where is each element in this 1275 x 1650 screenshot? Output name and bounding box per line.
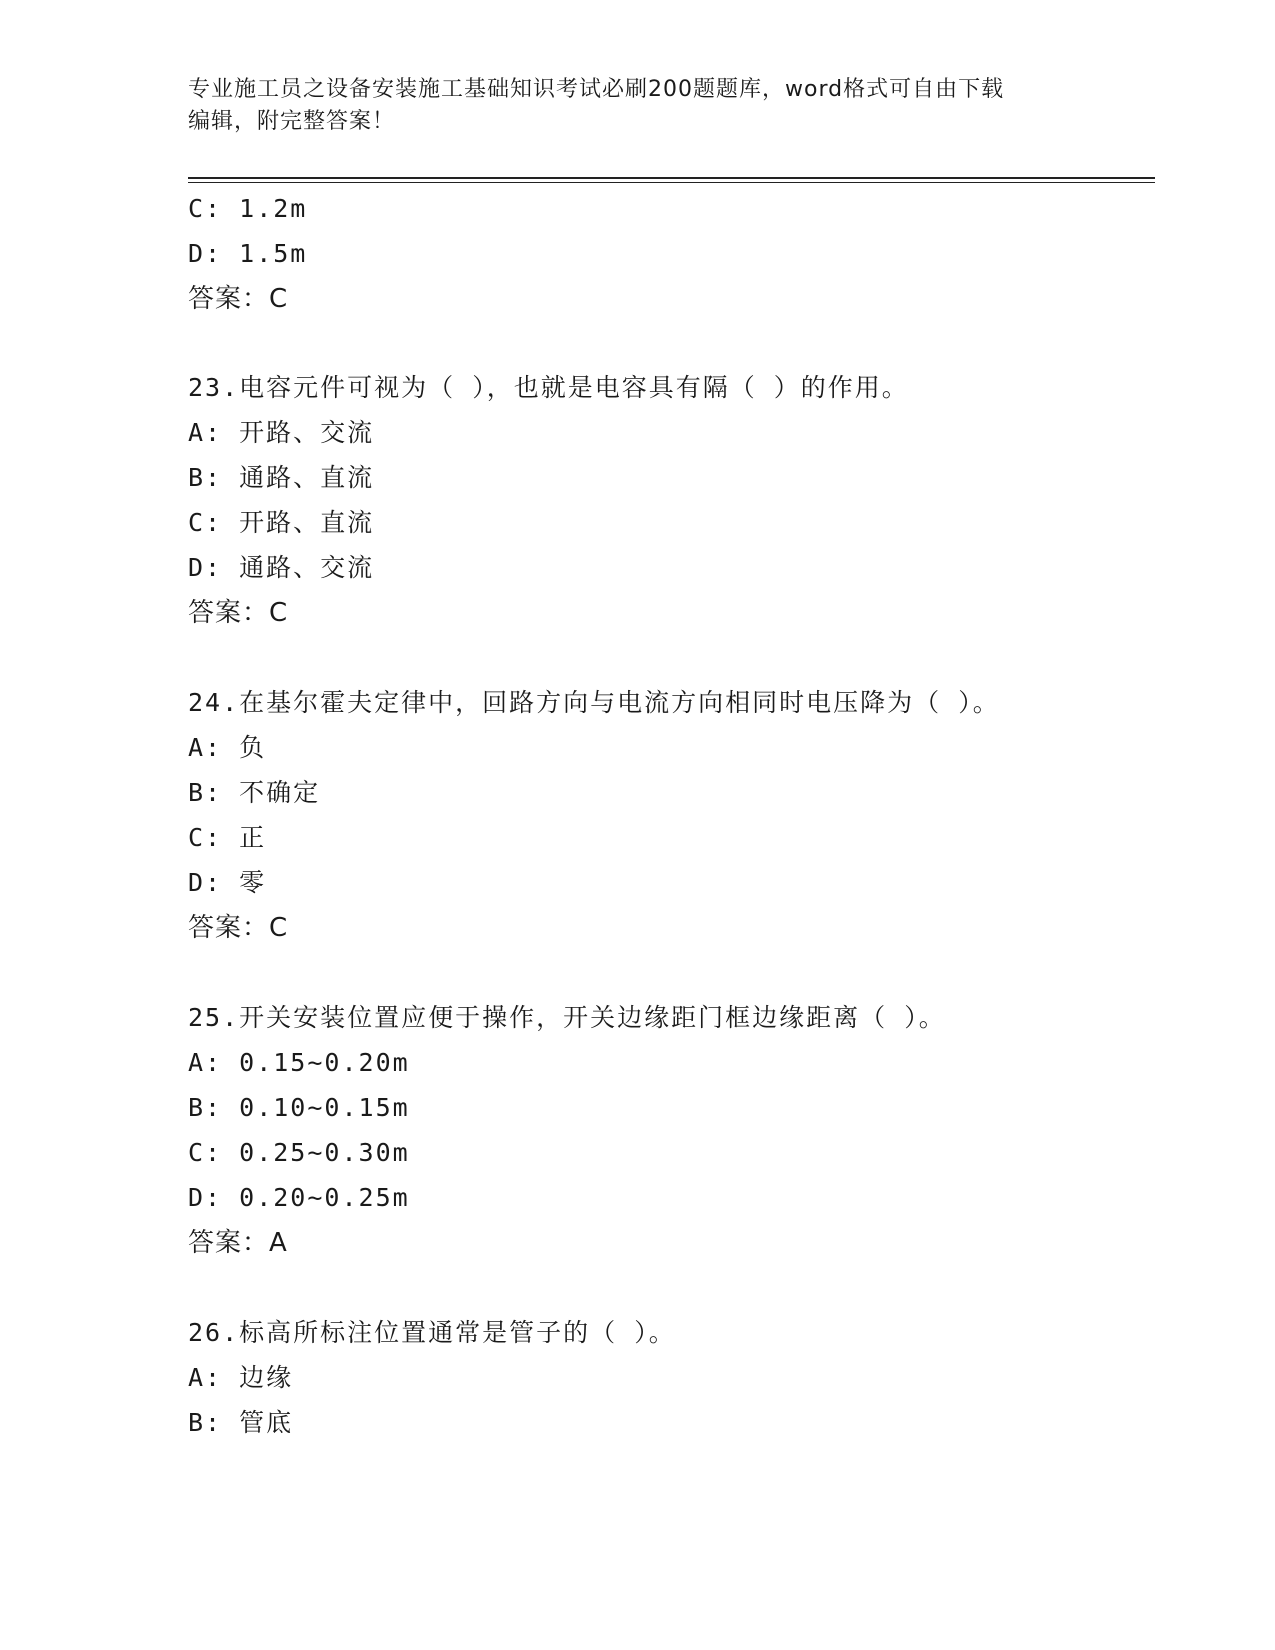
option-line: D: 0.20~0.25m [188,1183,410,1212]
option-line: C: 1.2m [188,194,308,223]
option-line: D: 通路、交流 [188,553,375,582]
header-title-line-1: 专业施工员之设备安装施工基础知识考试必刷200题题库，word格式可自由下载 [188,77,1005,102]
option-line: D: 零 [188,868,267,897]
header-divider-thick [188,177,1155,179]
option-line: A: 边缘 [188,1363,294,1392]
option-line: A: 0.15~0.20m [188,1048,410,1077]
header-title-line-2: 编辑，附完整答案！ [188,109,396,134]
option-line: A: 负 [188,733,267,762]
option-line: B: 不确定 [188,778,321,807]
option-line: A: 开路、交流 [188,418,375,447]
answer-line: 答案：C [188,913,289,943]
question-line: 23.电容元件可视为（ ），也就是电容具有隔（ ）的作用。 [188,373,909,402]
option-line: B: 管底 [188,1408,294,1437]
option-line: C: 正 [188,823,267,852]
option-line: D: 1.5m [188,239,308,268]
option-line: C: 0.25~0.30m [188,1138,410,1167]
question-line: 24.在基尔霍夫定律中，回路方向与电流方向相同时电压降为（ ）。 [188,688,1000,717]
option-line: B: 通路、直流 [188,463,375,492]
answer-line: 答案：A [188,1228,288,1258]
option-line: B: 0.10~0.15m [188,1093,410,1122]
question-line: 26.标高所标注位置通常是管子的（ ）。 [188,1318,676,1347]
answer-line: 答案：C [188,598,289,628]
document-header [188,74,1068,138]
question-line: 25.开关安装位置应便于操作，开关边缘距门框边缘距离（ ）。 [188,1003,946,1032]
header-divider-thin [188,182,1155,183]
answer-line: 答案：C [188,284,289,314]
option-line: C: 开路、直流 [188,508,375,537]
